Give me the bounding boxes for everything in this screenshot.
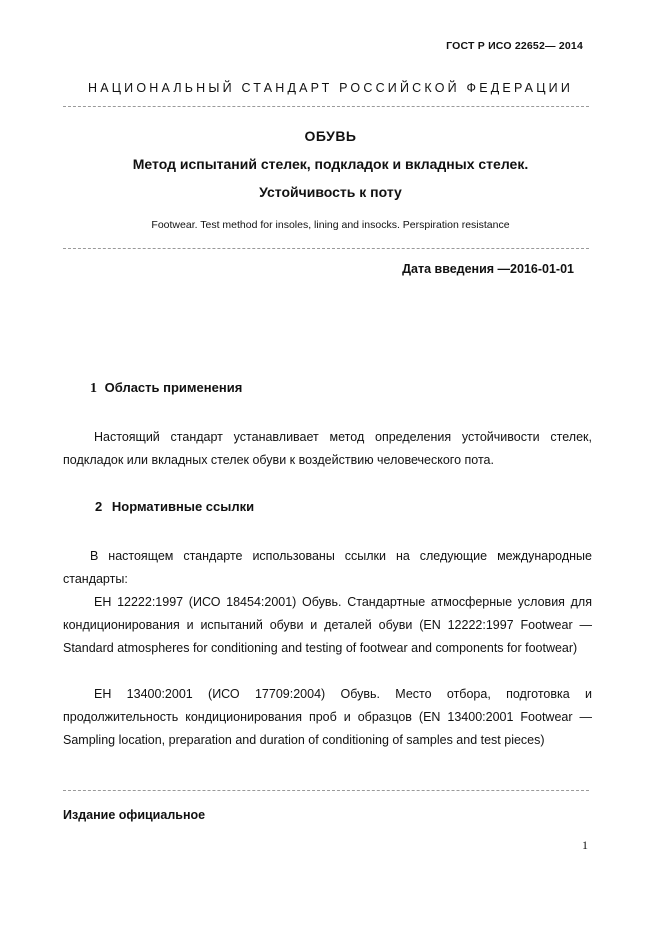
reference-item: ЕН 12222:1997 (ИСО 18454:2001) Обувь. Стандартные атмосферные условия для кондиционирования и испытаний обуви и деталей обуви (EN 12222:1997 Footwear — Standard atmospheres for conditioning and testing of footwear and components for footwear) <box>63 595 592 655</box>
document-id: ГОСТ Р ИСО 22652— 2014 <box>446 40 583 52</box>
section-title: Нормативные ссылки <box>111 499 255 514</box>
section-heading-references <box>95 499 254 514</box>
document-subtitle-line2: Устойчивость к поту <box>259 184 402 200</box>
section-title: Область применения <box>104 380 243 395</box>
document-subtitle-line1: Метод испытаний стелек, подкладок и вкладных стелек. <box>132 156 529 172</box>
section-number: 2 <box>95 499 103 514</box>
introduction-date: Дата введения —2016-01-01 <box>402 262 574 276</box>
english-title: Footwear. Test method for insoles, lining and insocks. Perspiration resistance <box>151 219 510 231</box>
official-edition-label: Издание официальное <box>63 808 206 822</box>
document-title: ОБУВЬ <box>304 128 357 144</box>
divider <box>63 790 589 791</box>
references-intro-paragraph: В настоящем стандарте использованы ссылки на следующие международные стандарты: <box>63 549 592 586</box>
divider <box>63 106 589 107</box>
section-heading-scope <box>90 380 242 397</box>
scope-paragraph: Настоящий стандарт устанавливает метод определения устойчивости стелек, подкладок или вкладных стелек обуви к воздействию человеческого пота. <box>63 430 592 467</box>
page-number: 1 <box>582 838 588 852</box>
reference-item: ЕН 13400:2001 (ИСО 17709:2004) Обувь. Место отбора, подготовка и продолжительность кондиционирования проб и образцов (EN 13400:2001 Footwear — Sampling location, preparation and duration of conditioning of samples and test pieces) <box>63 687 592 747</box>
divider <box>63 248 589 249</box>
national-standard-heading: НАЦИОНАЛЬНЫЙ СТАНДАРТ РОССИЙСКОЙ ФЕДЕРАЦИИ <box>87 81 574 95</box>
section-number: 1 <box>90 381 97 396</box>
